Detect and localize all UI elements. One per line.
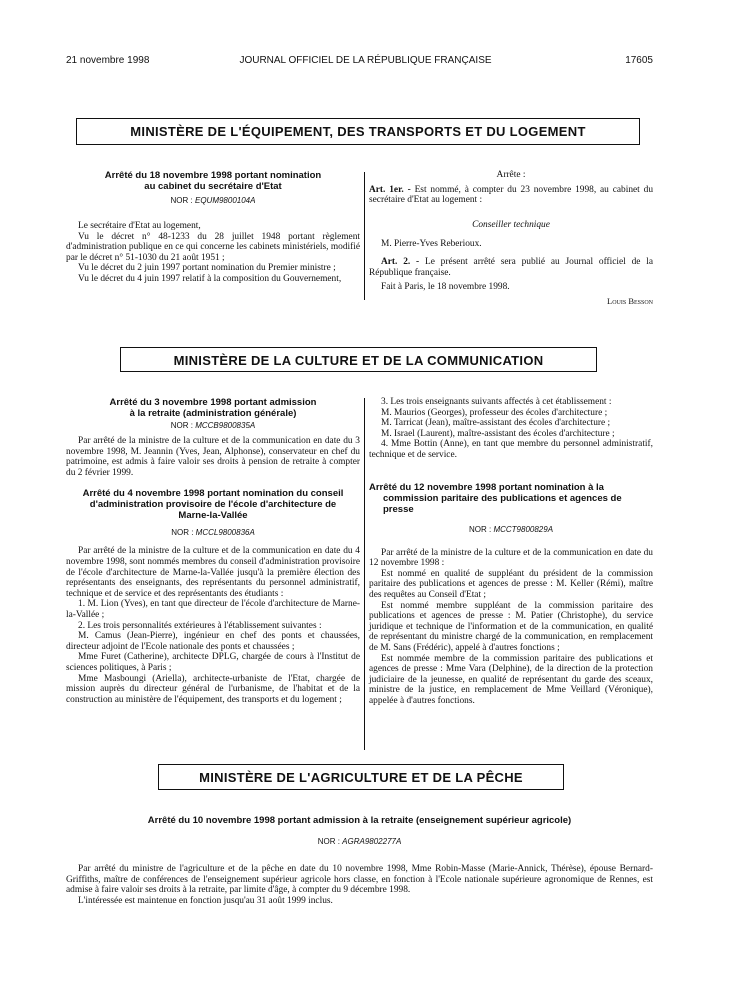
culture-right-column <box>369 397 653 706</box>
arrete-3-novembre-text: Par arrêté de la ministre de la culture et de la communication en date du 3 novembre 1998, M. Jeannin (Yves, Jean, Alphonse), conservateur en chef du patrimoine, est admis à faire valoir ses droits à pension de retraite à compter du 2 février 1999. <box>66 436 360 478</box>
appointee-name: M. Pierre-Yves Reberioux. <box>381 239 482 250</box>
arrete-label: Arrête : <box>496 170 526 180</box>
arrete-4-novembre-text: Par arrêté de la ministre de la culture et de la communication en date du 4 novembre 1998, sont nommés membres du conseil d'administration provisoire de l'école d'architecture de Marne-la-Vallée jusqu'à la première élection des représentants des enseignants, des représentants du personnel administratif, technique et de service et des représentants des étudiants : 1. M. Lion (Yves), en tant que directeur de l'école d'architecture de Marne-la-Vallée ; 2. Les trois personnalités extérieures à l'établissement suivantes : M. Camus (Jean-Pierre), ingénieur en chef des ponts et chaussées, directeur adjoint de l'Ecole nationale des ponts et chaussées ; Mme Furet (Catherine), architecte DPLG, chargée de cours à l'Institut de sciences politiques, à Paris ; Mme Masboungi (Ariella), architecte-urbaniste de l'Etat, chargée de mission auprès du directeur général de l'urbanisme, de l'habitat et de la construction au ministère de l'équipement, des transports et du logement ; <box>66 546 360 705</box>
arrete-12-novembre-text: Par arrêté de la ministre de la culture et de la communication en date du 12 novembre 1998 : Est nommé en qualité de suppléant du président de la commission paritaire des publications et agences de presse : M. Keller (Rémi), maître des requêtes au Conseil d'Etat ; Est nommé membre suppléant de la commission paritaire des publications et agences de presse : M. Patier (Christophe), du service juridique et technique de l'information et de la communication, en qualité de représentant du ministre chargé de la communication, en remplacement de M. Sans (Frédéric), appelé à d'autres fonctions ; Est nommée membre de la commission paritaire des publications et agences de presse : Mme Vara (Delphine), de la direction de la protection judiciaire de la jeunesse, en qualité de représentant du garde des sceaux, ministre de la justice, en remplacement de Mme Veillard (Véronique), appelée à d'autres fonctions. <box>369 547 653 706</box>
article-2: Art. 2. - Le présent arrêté sera publié au Journal officiel de la République française. <box>369 256 654 278</box>
ministry-heading-equipement: MINISTÈRE DE L'ÉQUIPEMENT, DES TRANSPORTS ET DU LOGEMENT <box>76 118 640 145</box>
header-journal-title: JOURNAL OFFICIEL DE LA RÉPUBLIQUE FRANÇAISE <box>239 55 492 66</box>
column-divider <box>364 172 365 300</box>
nor-reference: NOR : AGRA9802277A <box>317 837 402 846</box>
role-title: Conseiller technique <box>472 219 550 230</box>
ministry-heading-culture: MINISTÈRE DE LA CULTURE ET DE LA COMMUNICATION <box>120 347 597 372</box>
arrete-4-novembre-title: Arrêté du 4 novembre 1998 portant nomination du conseil d'administration provisoire de l'école d'architecture de Marne-la-Vallée <box>82 488 344 522</box>
arrete-10-novembre-text: Par arrêté du ministre de l'agriculture et de la pêche en date du 10 novembre 1998, Mme Robin-Masse (Marie-Annick, Thérèse), épouse Bernard-Griffiths, maître de conférences de l'enseignement supérieur agricole hors classe, en fonction à l'Ecole nationale supérieure agronomique de Rennes, est admise à faire valoir ses droits à la retraite, par limite d'âge, à compter du 9 décembre 1998. L'intéressée est maintenue en fonction jusqu'au 31 août 1999 inclus. <box>66 864 653 906</box>
arrete-3-novembre-title: Arrêté du 3 novembre 1998 portant admission à la retraite (administration générale) <box>109 397 317 419</box>
nor-reference: NOR : MCCT9800829A <box>468 524 554 534</box>
culture-left-column <box>66 397 360 705</box>
nor-reference: NOR : MCCL9800836A <box>171 528 255 538</box>
arrete-10-novembre-title: Arrêté du 10 novembre 1998 portant admission à la retraite (enseignement supérieur agricole) <box>147 815 572 826</box>
ministry-heading-agriculture: MINISTÈRE DE L'AGRICULTURE ET DE LA PÊCHE <box>158 764 564 790</box>
nor-reference: NOR : MCCB9800835A <box>170 421 256 430</box>
fait-a-paris: Fait à Paris, le 18 novembre 1998. <box>381 282 510 293</box>
nor-reference: NOR : EQUM9800104A <box>170 196 256 205</box>
article-1: Art. 1er. - Est nommé, à compter du 23 novembre 1998, au cabinet du secrétaire d'Etat au logement : <box>369 184 654 206</box>
arrete-12-novembre-title: Arrêté du 12 novembre 1998 portant nomination à la commission paritaire des publications et agences de presse <box>369 481 622 515</box>
arrete-4-novembre-continued: 3. Les trois enseignants suivants affectés à cet établissement : M. Maurios (Georges), professeur des écoles d'architecture ; M. Tarricat (Jean), maître-assistant des écoles d'architecture ; M. Israel (Laurent), maître-assistant des écoles d'architecture ; 4. Mme Bottin (Anne), en tant que membre du personnel administratif, technique et de service. <box>369 397 653 460</box>
arrete-title: Arrêté du 18 novembre 1998 portant nomination au cabinet du secrétaire d'Etat <box>104 170 322 192</box>
arrete-18-novembre-left-column <box>66 170 360 285</box>
signature: Louis Besson <box>607 295 653 306</box>
arrete-visas: Le secrétaire d'Etat au logement, Vu le décret n° 48-1233 du 28 juillet 1948 portant règlement d'administration publique en ce qui concerne les cabinets ministériels, modifié par le décret n° 51-1030 du 21 août 1951 ; Vu le décret du 2 juin 1997 portant nomination du Premier ministre ; Vu le décret du 4 juin 1997 relatif à la composition du Gouvernement, <box>66 221 360 284</box>
arrete-18-novembre-right-column <box>369 170 653 306</box>
column-divider <box>364 398 365 750</box>
header-page-number: 17605 <box>625 55 653 66</box>
header-date: 21 novembre 1998 <box>66 55 150 66</box>
